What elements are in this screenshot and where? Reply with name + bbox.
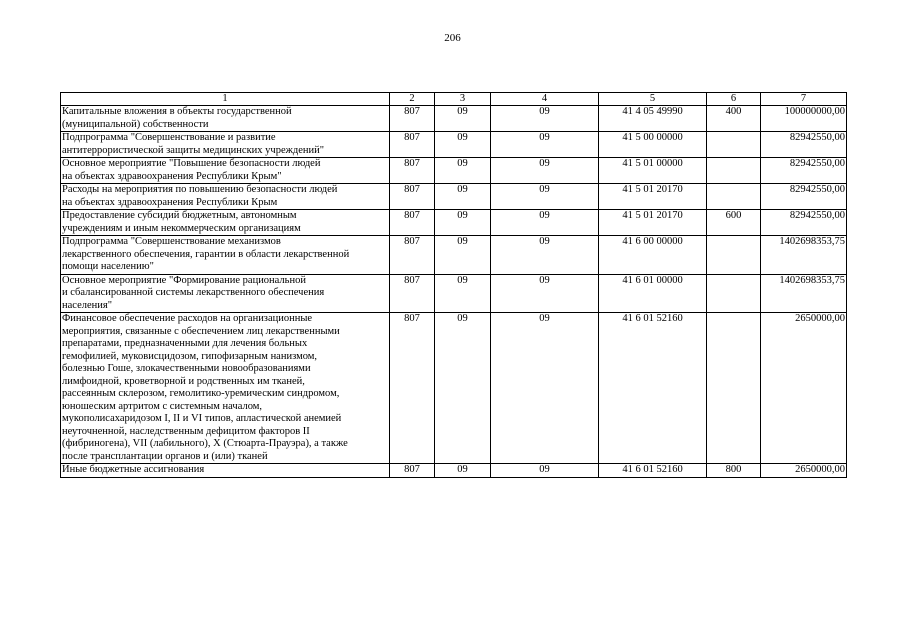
section-code-cell: 09 [435, 464, 491, 478]
table-header-row [61, 93, 847, 106]
ministry-code-cell: 807 [390, 210, 435, 236]
expense-type-cell: 600 [707, 210, 761, 236]
target-article-cell: 41 6 01 52160 [599, 313, 707, 464]
row-name-cell: Предоставление субсидий бюджетным, автономным учреждениям и иным некоммерческим организациям [61, 210, 390, 236]
target-article-cell: 41 5 01 20170 [599, 210, 707, 236]
table-row [61, 184, 847, 210]
table-body [61, 106, 847, 478]
amount-cell: 82942550,00 [761, 184, 847, 210]
subsection-code-cell: 09 [491, 106, 599, 132]
amount-cell: 82942550,00 [761, 210, 847, 236]
column-header: 1 [61, 93, 390, 106]
expense-type-cell [707, 184, 761, 210]
expense-type-cell [707, 236, 761, 275]
expense-type-cell: 400 [707, 106, 761, 132]
ministry-code-cell: 807 [390, 132, 435, 158]
amount-cell: 2650000,00 [761, 464, 847, 478]
row-name-cell: Подпрограмма "Совершенствование механизмов лекарственного обеспечения, гарантии в области лекарственной помощи населению" [61, 236, 390, 275]
expense-type-cell [707, 274, 761, 313]
section-code-cell: 09 [435, 236, 491, 275]
amount-cell: 2650000,00 [761, 313, 847, 464]
column-header: 2 [390, 93, 435, 106]
target-article-cell: 41 5 01 20170 [599, 184, 707, 210]
target-article-cell: 41 6 00 00000 [599, 236, 707, 275]
expense-type-cell [707, 313, 761, 464]
ministry-code-cell: 807 [390, 313, 435, 464]
subsection-code-cell: 09 [491, 132, 599, 158]
section-code-cell: 09 [435, 210, 491, 236]
target-article-cell: 41 5 01 00000 [599, 158, 707, 184]
section-code-cell: 09 [435, 106, 491, 132]
target-article-cell: 41 5 00 00000 [599, 132, 707, 158]
section-code-cell: 09 [435, 132, 491, 158]
row-name-cell: Основное мероприятие "Формирование рациональной и сбалансированной системы лекарственного обеспечения населения" [61, 274, 390, 313]
row-name-cell: Расходы на мероприятия по повышению безопасности людей на объектах здравоохранения Республики Крым [61, 184, 390, 210]
table-row [61, 274, 847, 313]
table-row [61, 158, 847, 184]
table-row [61, 313, 847, 464]
table-row [61, 106, 847, 132]
target-article-cell: 41 4 05 49990 [599, 106, 707, 132]
column-header: 7 [761, 93, 847, 106]
row-name-cell: Основное мероприятие "Повышение безопасности людей на объектах здравоохранения Республики Крым" [61, 158, 390, 184]
row-name-cell: Иные бюджетные ассигнования [61, 464, 390, 478]
amount-cell: 1402698353,75 [761, 274, 847, 313]
column-header: 4 [491, 93, 599, 106]
amount-cell: 82942550,00 [761, 158, 847, 184]
target-article-cell: 41 6 01 52160 [599, 464, 707, 478]
target-article-cell: 41 6 01 00000 [599, 274, 707, 313]
expense-type-cell [707, 132, 761, 158]
ministry-code-cell: 807 [390, 464, 435, 478]
row-name-cell: Капитальные вложения в объекты государственной (муниципальной) собственности [61, 106, 390, 132]
section-code-cell: 09 [435, 184, 491, 210]
section-code-cell: 09 [435, 313, 491, 464]
subsection-code-cell: 09 [491, 313, 599, 464]
section-code-cell: 09 [435, 158, 491, 184]
subsection-code-cell: 09 [491, 158, 599, 184]
row-name-cell: Подпрограмма "Совершенствование и развитие антитеррористической защиты медицинских учреждений" [61, 132, 390, 158]
table-row [61, 236, 847, 275]
ministry-code-cell: 807 [390, 158, 435, 184]
amount-cell: 100000000,00 [761, 106, 847, 132]
expense-type-cell [707, 158, 761, 184]
expense-type-cell: 800 [707, 464, 761, 478]
table-row [61, 210, 847, 236]
ministry-code-cell: 807 [390, 236, 435, 275]
table-row [61, 464, 847, 478]
ministry-code-cell: 807 [390, 274, 435, 313]
subsection-code-cell: 09 [491, 464, 599, 478]
table-row [61, 132, 847, 158]
amount-cell: 1402698353,75 [761, 236, 847, 275]
page-number: 206 [444, 32, 461, 44]
column-header: 6 [707, 93, 761, 106]
budget-table [60, 92, 847, 478]
row-name-cell: Финансовое обеспечение расходов на организационные мероприятия, связанные с обеспечением лиц лекарственными препаратами, предназначенными для лечения больных гемофилией, муковисцидозом, гипофизарным нанизмом, болезнью Гоше, злокачественными новообразованиями лимфоидной, кроветворной и родственных им тканей, рассеянным склерозом, гемолитико-уремическим синдромом, юношеским артритом с системным началом, мукополисахаридозом I, II и VI типов, апластической анемией неуточненной, наследственным дефицитом факторов II (фибриногена), VII (лабильного), X (Стюарта-Прауэра), а также после трансплантации органов и (или) тканей [61, 313, 390, 464]
subsection-code-cell: 09 [491, 184, 599, 210]
subsection-code-cell: 09 [491, 274, 599, 313]
subsection-code-cell: 09 [491, 236, 599, 275]
column-header: 3 [435, 93, 491, 106]
amount-cell: 82942550,00 [761, 132, 847, 158]
section-code-cell: 09 [435, 274, 491, 313]
column-header: 5 [599, 93, 707, 106]
subsection-code-cell: 09 [491, 210, 599, 236]
ministry-code-cell: 807 [390, 106, 435, 132]
ministry-code-cell: 807 [390, 184, 435, 210]
